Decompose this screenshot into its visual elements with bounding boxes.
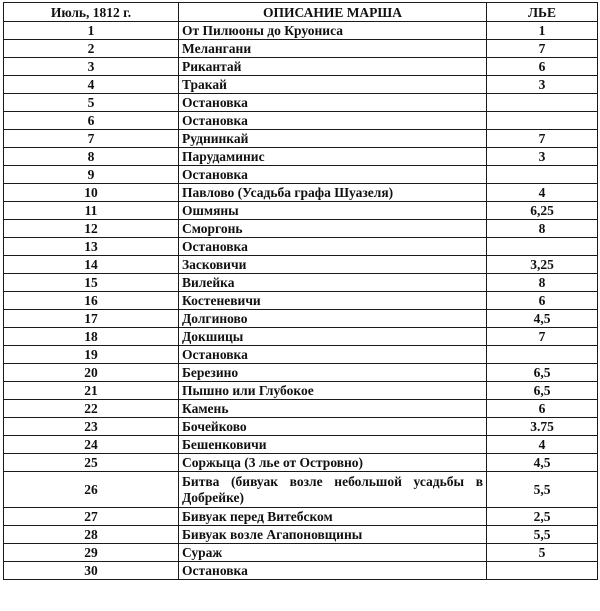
table-row [4, 400, 598, 418]
description-cell: Остановка [179, 166, 487, 184]
distance-cell [487, 166, 598, 184]
description-cell [179, 472, 487, 508]
description-cell: Камень [179, 400, 487, 418]
day-cell: 6 [4, 112, 179, 130]
description-cell: Остановка [179, 94, 487, 112]
description-cell: Пышно или Глубокое [179, 382, 487, 400]
distance-cell: 3.75 [487, 418, 598, 436]
day-cell: 11 [4, 202, 179, 220]
description-cell: Парудаминис [179, 148, 487, 166]
day-cell: 25 [4, 454, 179, 472]
description-cell: Рикантай [179, 58, 487, 76]
header-day: Июль, 1812 г. [4, 3, 179, 22]
day-cell: 29 [4, 544, 179, 562]
day-cell: 23 [4, 418, 179, 436]
description-cell: Докшицы [179, 328, 487, 346]
table-row [4, 544, 598, 562]
day-cell: 18 [4, 328, 179, 346]
distance-cell: 6,5 [487, 364, 598, 382]
distance-cell: 6 [487, 58, 598, 76]
day-cell: 22 [4, 400, 179, 418]
description-cell: Бивуак перед Витебском [179, 508, 487, 526]
table-row [4, 112, 598, 130]
table-row [4, 418, 598, 436]
day-cell: 8 [4, 148, 179, 166]
day-cell: 16 [4, 292, 179, 310]
table-row [4, 274, 598, 292]
description-text: Битва (бивуак возле небольшой усадьбы в Добрейке) [182, 473, 483, 505]
description-cell: Костеневичи [179, 292, 487, 310]
distance-cell: 7 [487, 130, 598, 148]
description-cell: Вилейка [179, 274, 487, 292]
distance-cell: 8 [487, 274, 598, 292]
description-cell: Остановка [179, 112, 487, 130]
table-row [4, 454, 598, 472]
table-row [4, 22, 598, 40]
day-cell: 28 [4, 526, 179, 544]
description-cell: Березино [179, 364, 487, 382]
distance-cell: 3 [487, 76, 598, 94]
day-cell: 12 [4, 220, 179, 238]
distance-cell: 8 [487, 220, 598, 238]
day-cell: 7 [4, 130, 179, 148]
table-row [4, 436, 598, 454]
distance-cell: 1 [487, 22, 598, 40]
description-cell: Засковичи [179, 256, 487, 274]
distance-cell [487, 94, 598, 112]
day-cell: 9 [4, 166, 179, 184]
distance-cell: 4,5 [487, 310, 598, 328]
table-row [4, 148, 598, 166]
table-row [4, 40, 598, 58]
description-cell: Соржыца (3 лье от Островно) [179, 454, 487, 472]
distance-cell [487, 112, 598, 130]
day-cell: 10 [4, 184, 179, 202]
description-cell: Бочейково [179, 418, 487, 436]
table-row [4, 382, 598, 400]
distance-cell: 4,5 [487, 454, 598, 472]
distance-cell: 3,25 [487, 256, 598, 274]
description-cell: Остановка [179, 562, 487, 580]
table-row [4, 76, 598, 94]
day-cell: 27 [4, 508, 179, 526]
description-cell: Сморгонь [179, 220, 487, 238]
distance-cell: 5 [487, 544, 598, 562]
description-cell: Бивуак возле Агапоновщины [179, 526, 487, 544]
distance-cell: 4 [487, 436, 598, 454]
table-row [4, 166, 598, 184]
description-cell: Руднинкай [179, 130, 487, 148]
description-cell: Мелангани [179, 40, 487, 58]
distance-cell: 7 [487, 40, 598, 58]
day-cell: 3 [4, 58, 179, 76]
table-row [4, 472, 598, 508]
table-row [4, 508, 598, 526]
table-row [4, 130, 598, 148]
day-cell: 26 [4, 472, 179, 508]
table-row [4, 184, 598, 202]
header-row [4, 3, 598, 22]
table-row [4, 202, 598, 220]
table-row [4, 238, 598, 256]
table-row [4, 310, 598, 328]
day-cell: 24 [4, 436, 179, 454]
description-cell: От Пилюоны до Круониса [179, 22, 487, 40]
distance-cell: 6 [487, 292, 598, 310]
table-row [4, 328, 598, 346]
description-cell: Сураж [179, 544, 487, 562]
day-cell: 17 [4, 310, 179, 328]
day-cell: 2 [4, 40, 179, 58]
description-cell: Тракай [179, 76, 487, 94]
march-table [3, 2, 598, 580]
distance-cell: 7 [487, 328, 598, 346]
day-cell: 4 [4, 76, 179, 94]
distance-cell: 2,5 [487, 508, 598, 526]
distance-cell: 6,25 [487, 202, 598, 220]
table-row [4, 292, 598, 310]
day-cell: 13 [4, 238, 179, 256]
description-cell: Долгиново [179, 310, 487, 328]
distance-cell [487, 346, 598, 364]
day-cell: 1 [4, 22, 179, 40]
distance-cell: 3 [487, 148, 598, 166]
day-cell: 19 [4, 346, 179, 364]
day-cell: 30 [4, 562, 179, 580]
table-row [4, 256, 598, 274]
table-row [4, 526, 598, 544]
table-row [4, 220, 598, 238]
description-cell: Остановка [179, 238, 487, 256]
day-cell: 20 [4, 364, 179, 382]
distance-cell: 6,5 [487, 382, 598, 400]
description-cell: Бешенковичи [179, 436, 487, 454]
table-row [4, 94, 598, 112]
description-cell: Остановка [179, 346, 487, 364]
description-cell: Ошмяны [179, 202, 487, 220]
description-cell: Павлово (Усадьба графа Шуазеля) [179, 184, 487, 202]
day-cell: 14 [4, 256, 179, 274]
distance-cell: 5,5 [487, 526, 598, 544]
header-distance: ЛЬЕ [487, 3, 598, 22]
distance-cell [487, 238, 598, 256]
day-cell: 15 [4, 274, 179, 292]
table-row [4, 58, 598, 76]
distance-cell: 5,5 [487, 472, 598, 508]
table-row [4, 346, 598, 364]
day-cell: 21 [4, 382, 179, 400]
table-row [4, 364, 598, 382]
distance-cell [487, 562, 598, 580]
distance-cell: 6 [487, 400, 598, 418]
day-cell: 5 [4, 94, 179, 112]
table-row [4, 562, 598, 580]
header-description: ОПИСАНИЕ МАРША [179, 3, 487, 22]
distance-cell: 4 [487, 184, 598, 202]
